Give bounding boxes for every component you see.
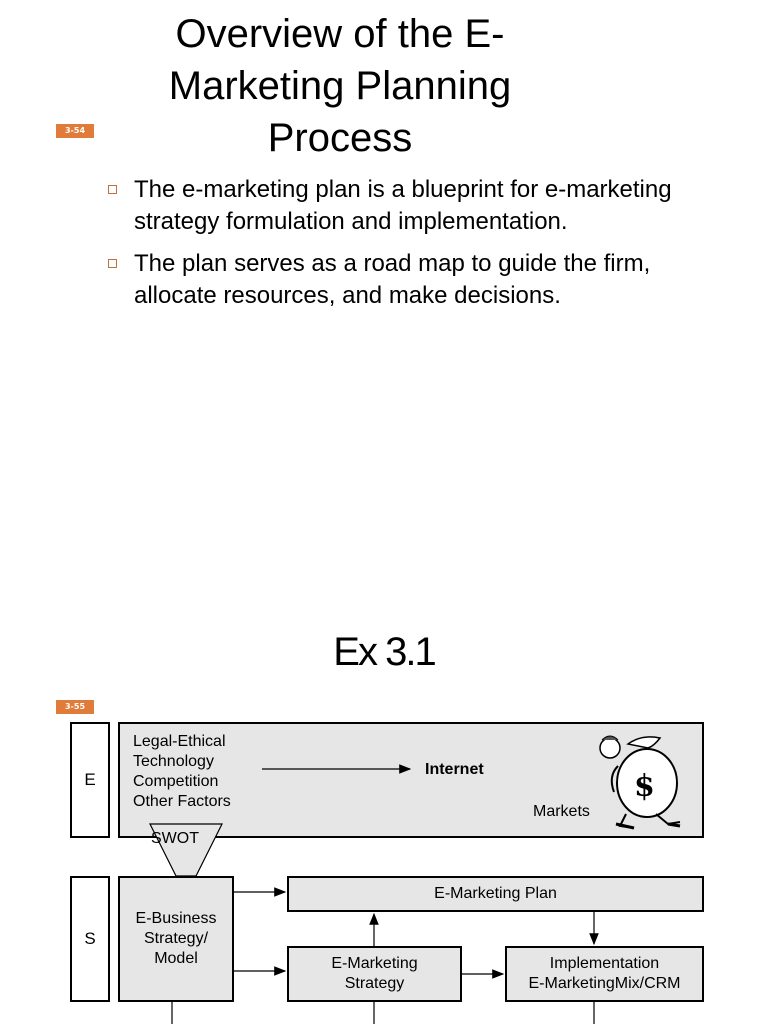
square-bullet-icon	[108, 259, 117, 268]
bullet-item	[104, 248, 684, 312]
svg-text:$: $	[634, 769, 655, 804]
slide-number-badge: 3-54	[56, 124, 94, 138]
bullet-text: The e-marketing plan is a blueprint for e-marketing strategy formulation and implementation.	[134, 176, 672, 235]
slide-title: Ex 3.1	[333, 630, 435, 674]
env-factor: Competition	[133, 773, 219, 790]
bullet-list	[104, 174, 684, 322]
swot-label: SWOT	[151, 830, 199, 847]
row-label-e-text: E	[84, 770, 96, 789]
env-factor: Technology	[133, 753, 214, 770]
bullet-text: The plan serves as a road map to guide the firm, allocate resources, and make decisions.	[134, 250, 651, 309]
square-bullet-icon	[108, 185, 117, 194]
implementation-text-line2: E-MarketingMix/CRM	[528, 975, 681, 992]
slide-title: Overview of the E-Marketing Planning Process	[168, 12, 512, 160]
diagram-connectors	[0, 512, 768, 1024]
bullet-item	[104, 174, 684, 238]
env-factor: Other Factors	[133, 793, 231, 810]
slide-number-badge: 3-55	[56, 700, 94, 714]
strategy-text-line1: E-Marketing	[331, 955, 418, 972]
env-factor: Legal-Ethical	[133, 733, 226, 750]
markets-label: Markets	[533, 803, 590, 820]
internet-label: Internet	[425, 761, 484, 778]
strategy-text-line2: Strategy	[344, 975, 405, 992]
money-bag-icon	[600, 736, 680, 828]
implementation-text-line1: Implementation	[549, 955, 660, 972]
slide-2	[0, 512, 768, 1024]
ebusiness-text: E-Business Strategy/ Model	[135, 910, 217, 967]
plan-text: E-Marketing Plan	[434, 885, 557, 902]
row-label-s-text: S	[84, 929, 96, 948]
